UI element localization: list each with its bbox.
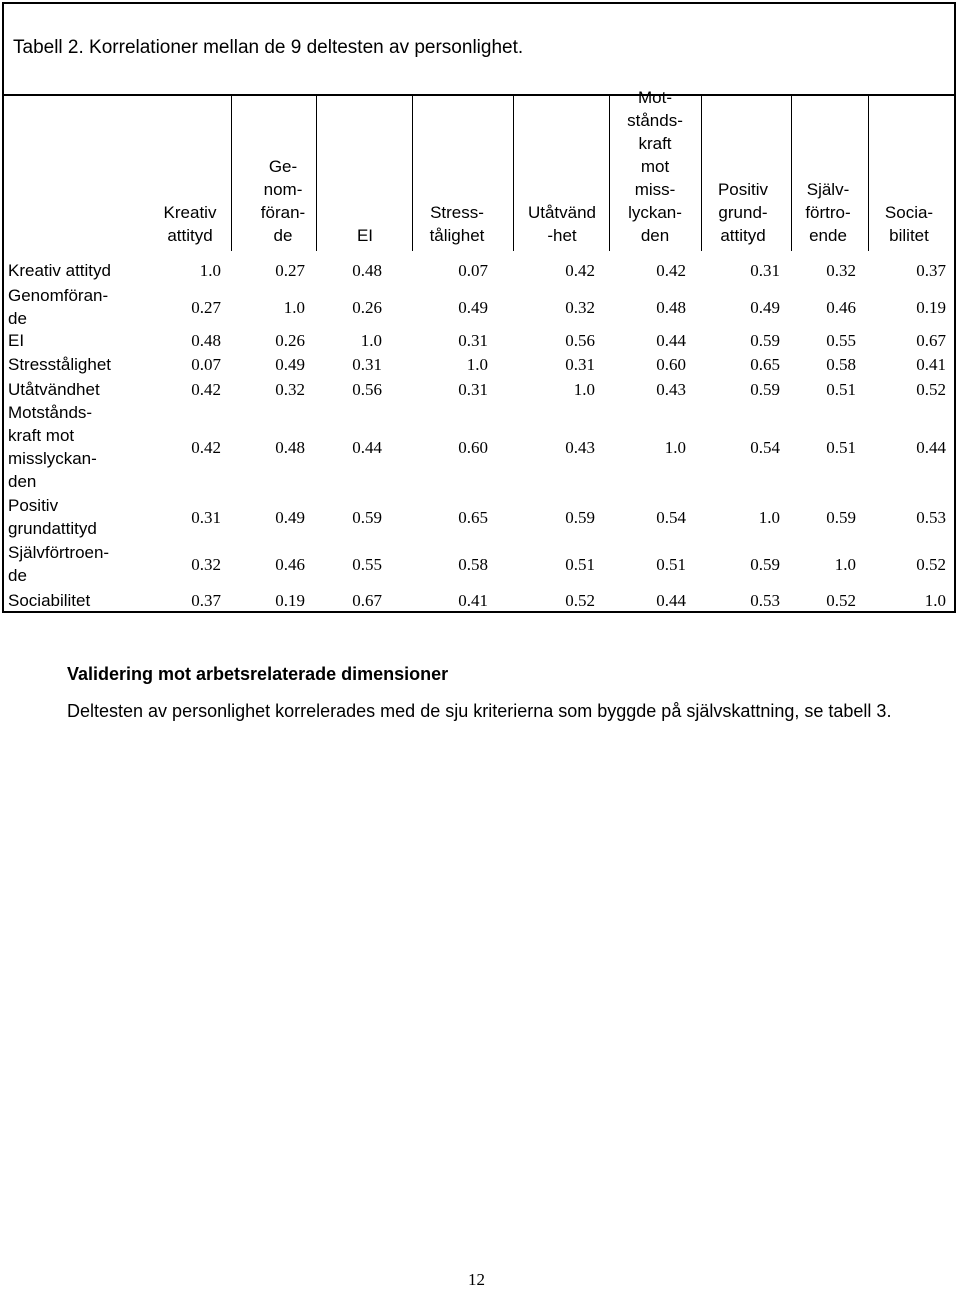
table-cell: 0.49 (458, 297, 488, 317)
table-cell: 0.32 (275, 379, 305, 399)
table-cell: 0.67 (916, 330, 946, 350)
table-cell: 0.32 (565, 297, 595, 317)
row-label: Positiv grundattityd (8, 496, 97, 538)
table-title: Tabell 2. Korrelationer mellan de 9 deltesten av personlighet. (13, 37, 524, 58)
table-cell: 0.37 (916, 260, 946, 280)
table-cell: 0.31 (458, 379, 488, 399)
table-cell: 0.60 (458, 437, 488, 457)
table-cell: 0.37 (191, 590, 221, 610)
table-cell: 1.0 (834, 554, 856, 574)
column-header: Ge- nom- föran- de (260, 157, 306, 245)
column-header: EI (356, 226, 374, 245)
table-cell: 0.44 (656, 330, 686, 350)
table-cell: 0.48 (191, 330, 221, 350)
table-cell: 0.42 (656, 260, 686, 280)
table-cell: 0.54 (656, 507, 686, 527)
table-title-box (4, 4, 954, 96)
table-cell: 0.52 (565, 590, 595, 610)
table-cell: 0.56 (565, 330, 595, 350)
table-cell: 0.19 (275, 590, 305, 610)
table-cell: 0.56 (352, 379, 382, 399)
table-cell: 0.48 (656, 297, 686, 317)
table-cell: 0.42 (191, 437, 221, 457)
table-cell: 0.49 (275, 354, 305, 374)
column-header: Positiv grund- attityd (717, 180, 769, 245)
table-cell: 0.43 (656, 379, 686, 399)
table-cell: 0.42 (191, 379, 221, 399)
table-cell: 0.46 (275, 554, 305, 574)
table-cell: 0.27 (191, 297, 221, 317)
row-label: Stresstålighet (8, 354, 111, 374)
section-title: Validering mot arbetsrelaterade dimensioner (67, 664, 449, 684)
table-cell: 0.26 (275, 330, 305, 350)
row-label: Utåtvändhet (8, 379, 100, 399)
table-cell: 0.41 (458, 590, 488, 610)
table-cell: 0.49 (750, 297, 780, 317)
table-cell: 0.58 (458, 554, 488, 574)
table-cell: 0.27 (275, 260, 305, 280)
table-cell: 0.53 (916, 507, 946, 527)
table-cell: 0.54 (750, 437, 780, 457)
table-cell: 0.31 (191, 507, 221, 527)
table-cell: 1.0 (283, 297, 305, 317)
table-cell: 0.59 (826, 507, 856, 527)
table-cell: 0.59 (750, 554, 780, 574)
table-cell: 1.0 (664, 437, 686, 457)
table-cell: 0.60 (656, 354, 686, 374)
table-cell: 1.0 (466, 354, 488, 374)
table-cell: 0.31 (458, 330, 488, 350)
table-cell: 0.52 (826, 590, 856, 610)
table-cell: 0.65 (458, 507, 488, 527)
table-cell: 1.0 (360, 330, 382, 350)
table-cell: 0.59 (352, 507, 382, 527)
table-cell: 0.42 (565, 260, 595, 280)
table-cell: 1.0 (199, 260, 221, 280)
table-cell: 0.55 (352, 554, 382, 574)
table-cell: 0.67 (352, 590, 382, 610)
column-header: Mot- stånds- kraft mot miss- lyckan- den (627, 88, 683, 245)
table-cell: 0.44 (916, 437, 946, 457)
table-cell: 0.26 (352, 297, 382, 317)
table-cell: 0.48 (352, 260, 382, 280)
row-label: Självförtroen- de (8, 543, 110, 585)
row-label: Kreativ attityd (8, 260, 111, 280)
table-cell: 0.48 (275, 437, 305, 457)
correlation-table (2, 2, 956, 613)
table-cell: 0.41 (916, 354, 946, 374)
table-cell: 0.52 (916, 554, 946, 574)
row-label: Motstånds- kraft mot misslyckan- den (8, 403, 97, 491)
row-label: Sociabilitet (8, 590, 91, 610)
table-cell: 0.59 (750, 379, 780, 399)
table-cell: 0.43 (565, 437, 595, 457)
page-number: 12 (468, 1270, 485, 1289)
column-header: Själv- förtro- ende (805, 180, 851, 245)
column-header: Utåtvänd -het (527, 203, 597, 245)
section-body: Deltesten av personlighet korrelerades med de sju kriterierna som byggde på självskattning, se tabell 3. (67, 701, 892, 721)
table-cell: 0.31 (352, 354, 382, 374)
column-header: Stress- tålighet (429, 203, 485, 245)
table-cell: 0.44 (352, 437, 382, 457)
table-cell: 0.51 (826, 437, 856, 457)
table-cell: 0.44 (656, 590, 686, 610)
table-cell: 0.32 (191, 554, 221, 574)
table-cell: 1.0 (758, 507, 780, 527)
table-cell: 0.07 (191, 354, 221, 374)
table-cell: 0.55 (826, 330, 856, 350)
table-cell: 0.65 (750, 354, 780, 374)
table-cell: 1.0 (924, 590, 946, 610)
table-cell: 0.49 (275, 507, 305, 527)
row-label: EI (8, 330, 25, 350)
table-cell: 0.31 (565, 354, 595, 374)
table-cell: 0.52 (916, 379, 946, 399)
table-cell: 0.51 (565, 554, 595, 574)
table-cell: 0.46 (826, 297, 856, 317)
table-cell: 0.51 (656, 554, 686, 574)
table-cell: 0.58 (826, 354, 856, 374)
table-cell: 0.59 (750, 330, 780, 350)
table-cell: 1.0 (573, 379, 595, 399)
column-header: Kreativ attityd (163, 203, 217, 245)
table-cell: 0.32 (826, 260, 856, 280)
table-cell: 0.31 (750, 260, 780, 280)
table-cell: 0.19 (916, 297, 946, 317)
column-header: Socia- bilitet (884, 203, 934, 245)
table-cell: 0.07 (458, 260, 488, 280)
table-cell: 0.59 (565, 507, 595, 527)
table-cell: 0.53 (750, 590, 780, 610)
table-cell: 0.51 (826, 379, 856, 399)
row-label: Genomföran- de (8, 286, 109, 328)
